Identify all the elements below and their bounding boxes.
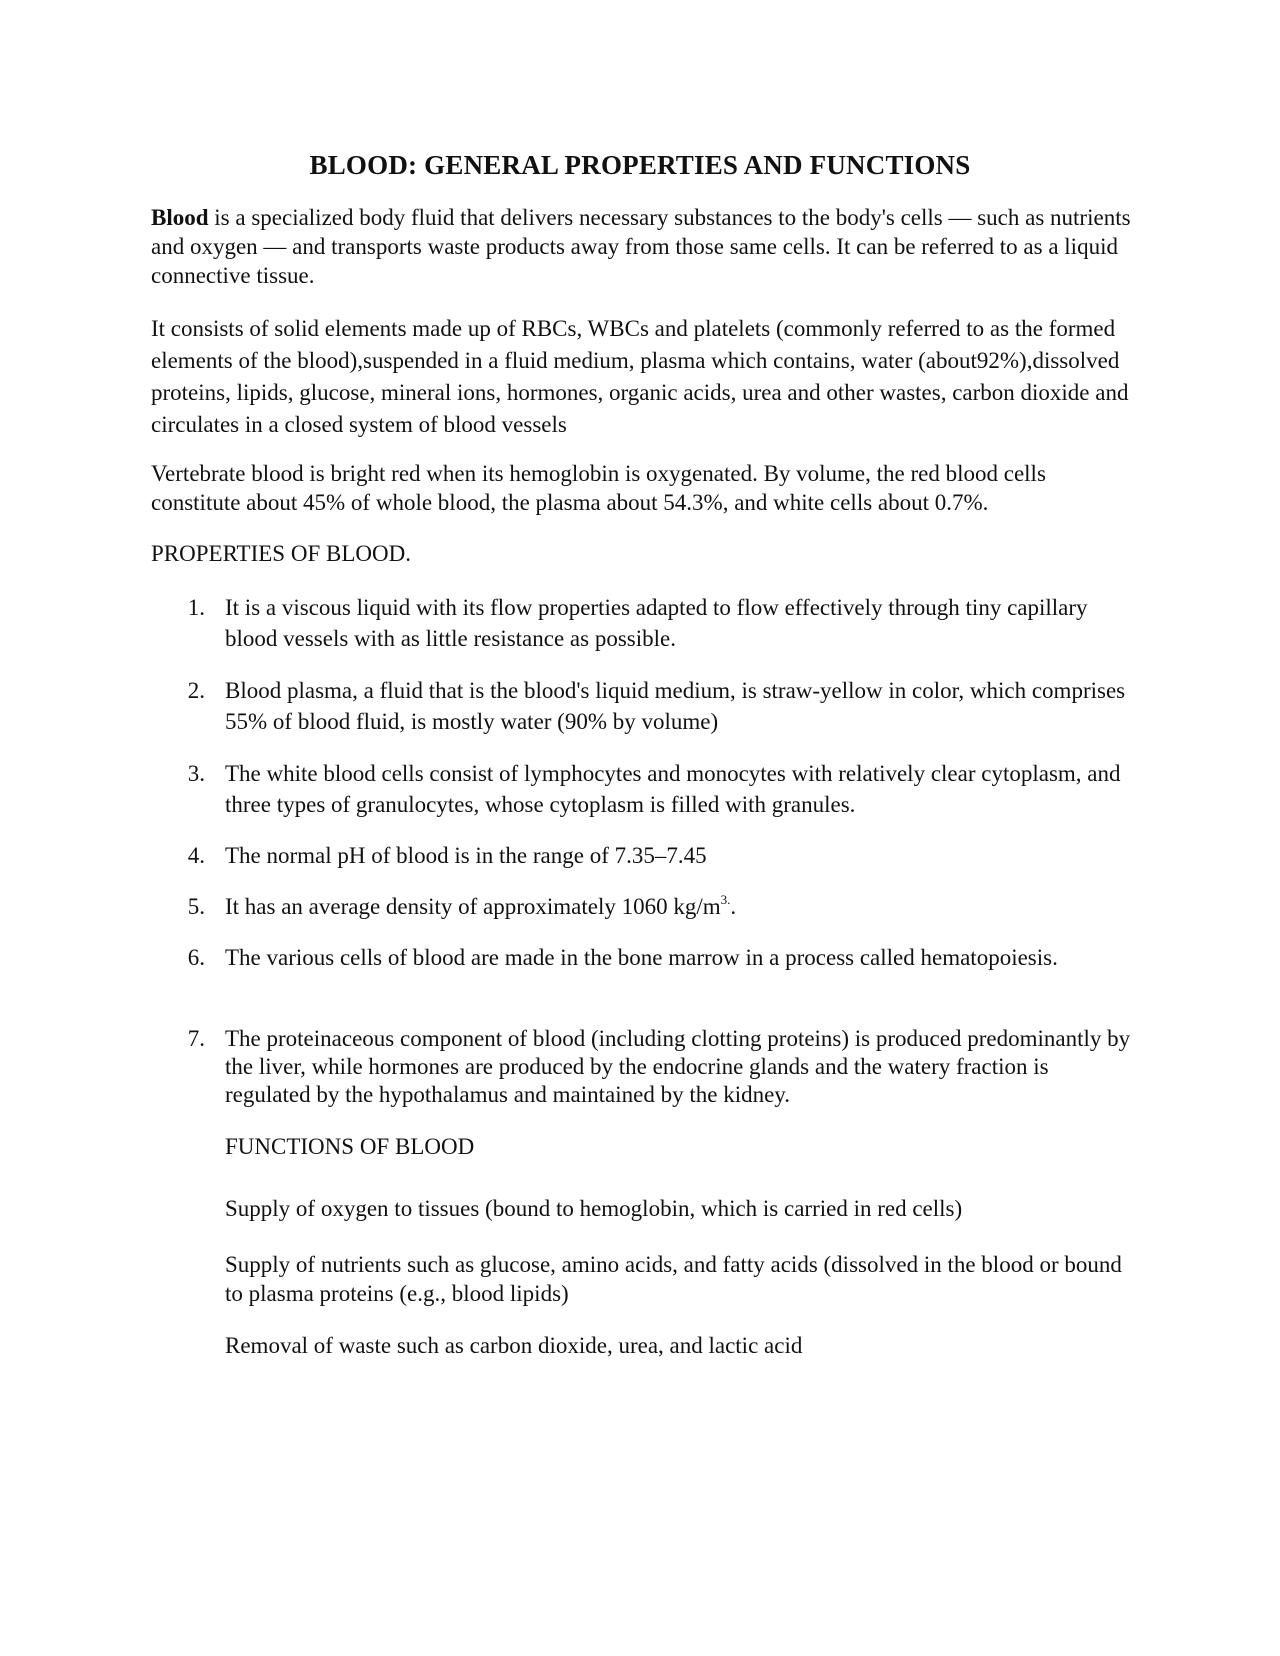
property-number: 3. bbox=[187, 761, 205, 786]
function-item-3: Removal of waste such as carbon dioxide, urea, and lactic acid bbox=[225, 1333, 803, 1358]
property-text-container bbox=[225, 891, 1136, 922]
property-text: The proteinaceous component of blood (including clotting proteins) is produced predominantly by the liver, while hormones are produced by the endocrine glands and the watery fraction is regulated by the hypothalamus and maintained by the kidney. bbox=[225, 1026, 1131, 1107]
superscript: 3. bbox=[720, 892, 731, 907]
property-number: 2. bbox=[187, 678, 205, 703]
property-text: Blood plasma, a fluid that is the blood's liquid medium, is straw-yellow in color, which comprises 55% of blood fluid, is mostly water (90% by volume) bbox=[225, 678, 1126, 734]
intro-bold-term: Blood bbox=[151, 205, 209, 230]
property-number: 1. bbox=[187, 595, 205, 620]
property-text: The white blood cells consist of lymphocytes and monocytes with relatively clear cytoplasm, and three types of granulocytes, whose cytoplasm is filled with granules. bbox=[225, 761, 1121, 817]
property-text: The normal pH of blood is in the range of 7.35–7.45 bbox=[225, 843, 707, 868]
property-number: 4. bbox=[187, 843, 205, 868]
function-item-2: Supply of nutrients such as glucose, amino acids, and fatty acids (dissolved in the blood or bound to plasma proteins (e.g., blood lipids) bbox=[225, 1252, 1122, 1306]
intro-paragraph bbox=[151, 203, 1136, 290]
composition-paragraph: It consists of solid elements made up of RBCs, WBCs and platelets (commonly referred to as the formed elements of the blood),suspended in a fluid medium, plasma which contains, water (about92%),dissolved proteins, lipids, glucose, mineral ions, hormones, organic acids, urea and other wastes, carbon dioxide and circulates in a closed system of blood vessels bbox=[151, 316, 1129, 437]
property-number: 6. bbox=[187, 945, 205, 970]
functions-heading: FUNCTIONS OF BLOOD bbox=[225, 1134, 475, 1159]
properties-heading: PROPERTIES OF BLOOD. bbox=[151, 541, 411, 566]
volume-paragraph: Vertebrate blood is bright red when its hemoglobin is oxygenated. By volume, the red blood cells constitute about 45% of whole blood, the plasma about 54.3%, and white cells about 0.7%. bbox=[151, 461, 1046, 515]
property-number: 5. bbox=[187, 894, 205, 919]
function-item-1: Supply of oxygen to tissues (bound to hemoglobin, which is carried in red cells) bbox=[225, 1196, 963, 1221]
page-title: BLOOD: GENERAL PROPERTIES AND FUNCTIONS bbox=[309, 150, 971, 180]
property-suffix: . bbox=[730, 894, 737, 919]
property-number: 7. bbox=[187, 1026, 205, 1051]
property-text: The various cells of blood are made in the bone marrow in a process called hematopoiesis. bbox=[225, 945, 1058, 970]
property-text: It is a viscous liquid with its flow properties adapted to flow effectively through tiny capillary blood vessels with as little resistance as possible. bbox=[225, 595, 1088, 651]
intro-text: is a specialized body fluid that delivers necessary substances to the body's cells — such as nutrients and oxygen — and transports waste products away from those same cells. It can be referred to as a liquid connective tissue. bbox=[151, 205, 1131, 288]
property-text: It has an average density of approximately 1060 kg/m bbox=[225, 894, 721, 919]
